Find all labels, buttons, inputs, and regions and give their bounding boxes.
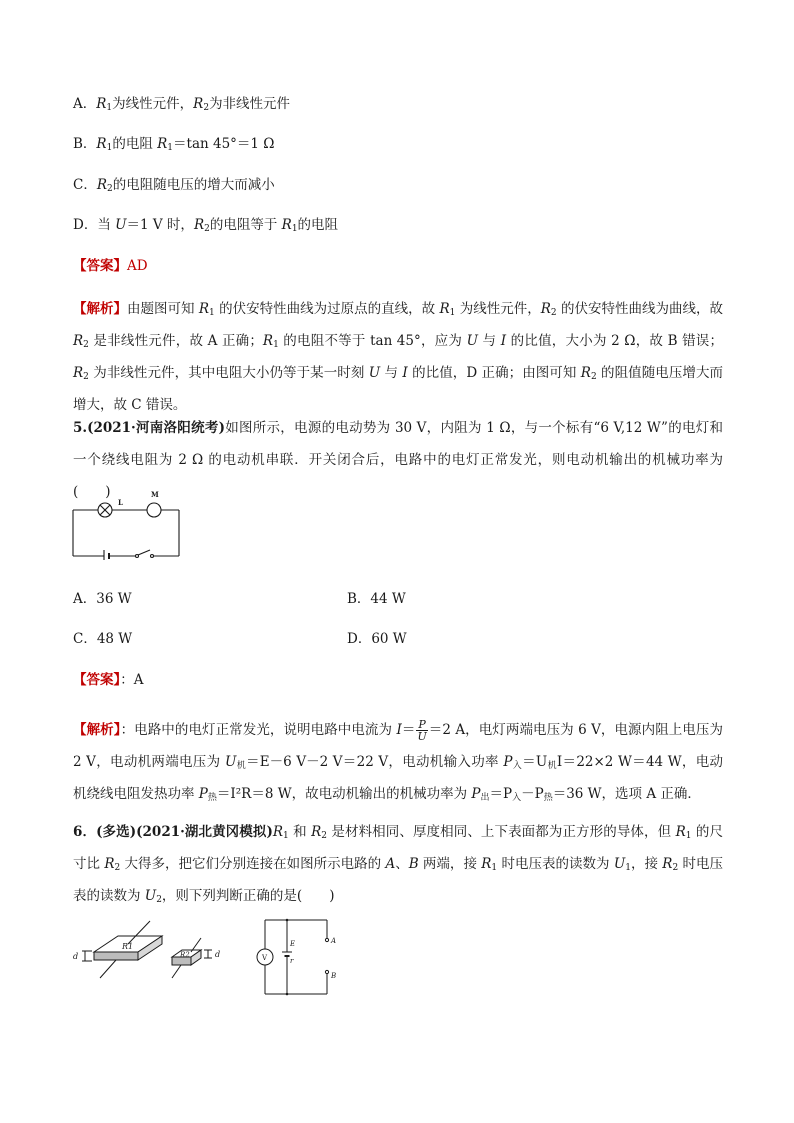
r1-block-front	[94, 952, 138, 960]
q5-option-b: B．44 W	[347, 591, 406, 607]
internal-resistance-label: r	[290, 957, 294, 965]
emf-label: E	[290, 940, 296, 948]
q5-answer: 【答案】：A	[73, 672, 144, 688]
lamp-label: L	[118, 498, 123, 507]
d-label-right: d	[215, 950, 221, 959]
motor-label: M	[151, 490, 159, 499]
q5-option-d: D．60 W	[347, 631, 407, 647]
q4-option-d: D．当 U＝1 V 时，$R_2$的电阻等于 $R_1$的电阻	[73, 217, 339, 234]
q6-circuit-figure	[255, 916, 345, 998]
motor-icon	[147, 503, 161, 517]
q4-analysis: 【解析】由题图可知 $R_1$ 的伏安特性曲线为过原点的直线，故 $R_1$ 为线性元件，$R_2$ 的伏安特性曲线为曲线，故 $R_2$ 是非线性元件，故 A 正确；$R_1$ 的电阻不等于 tan 45°，应为 U 与 I 的比值，大小为 2 Ω，故 B 错误；$R_2$ 为非线性元件，其中电阻大小仍等于某一时刻 U 与 I 的比值，D 正确；由图可知 $R_2$ 的阻值随电压增大而增大，故 C 错误。	[73, 301, 724, 413]
q4-answer: 【答案】AD	[73, 258, 148, 274]
q6-stem: 6．(多选)(2021·湖北黄冈模拟)$R_1$ 和 $R_2$ 是材料相同、厚度相同、上下表面都为正方形的导体，但 $R_1$ 的尺寸比 $R_2$ 大得多，把它们分别连接在如图所示电路的 A、B 两端，接 $R_1$ 时电压表的读数为 $U_1$，接 $R_2$ 时电压表的读数为 $U_2$，则下列判断正确的是( )	[73, 824, 723, 905]
q5-circuit-figure	[70, 488, 182, 560]
r2-label: R2	[180, 951, 190, 959]
r1-label: R1	[122, 942, 134, 951]
q4-option-a: A．$R_1$为线性元件，$R_2$为非线性元件	[73, 96, 291, 113]
d-label-left: d	[73, 952, 79, 961]
q5-stem: 5.(2021·河南洛阳统考)如图所示，电源的电动势为 30 V，内阻为 1 Ω，与一个标有“6 V,12 W”的电灯和一个绕线电阻为 2 Ω 的电动机串联．开关闭合后，电路中的电灯正常发光，则电动机输出的机械功率为( )	[73, 420, 723, 500]
voltmeter-label: V	[262, 954, 268, 962]
q4-option-b: B．$R_1$的电阻 $R_1=\tan$ 45°＝1 Ω	[73, 136, 275, 153]
q5-option-a: A．36 W	[73, 591, 132, 607]
q5-option-c: C．48 W	[73, 631, 133, 647]
fraction-p-over-u: $\frac{P}{U}$	[417, 718, 427, 743]
terminal-b-label: B	[331, 972, 337, 980]
q4-option-c: C．$R_2$的电阻随电压的增大而减小	[73, 177, 275, 194]
terminal-a-label: A	[331, 937, 337, 945]
q6-conductors-figure	[70, 918, 240, 998]
q5-analysis: 【解析】：电路中的电灯正常发光，说明电路中电流为 I＝ $\frac{P}{U}$ ＝2 A，电灯两端电压为 6 V，电源内阻上电压为 2 V，电动机两端电压为 $U_机=E-6$ V－2 V＝22 V，电动机输入功率 $P_入=U_机I=22\times 2$ W＝44 W，电动机绕线电阻发热功率 $P_热=I^2R=8$ W，故电动机输出的机械功率为 $P_出=P_入-P_热=36$ W，选项 A 正确．	[73, 718, 724, 803]
